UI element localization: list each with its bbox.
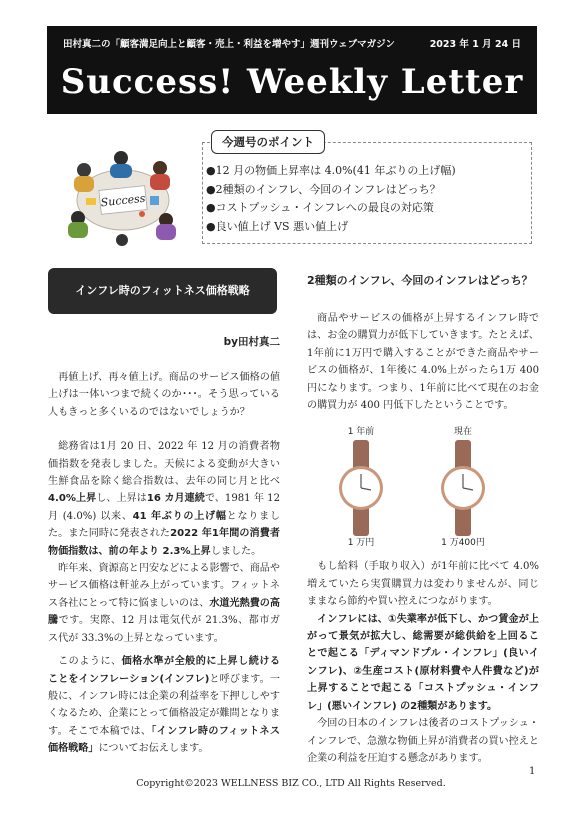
watch-before-label: 1 年前 xyxy=(347,427,375,438)
left-paragraph-3 xyxy=(48,560,280,647)
masthead-top-line xyxy=(63,36,521,52)
right-paragraph-4: 今回の日本のインフレは後者のコストプッシュ・インフレで、急激な物価上昇が消費者の買い控えと企業の利益を圧迫する懸念があります。 xyxy=(307,718,539,764)
article-banner: インフレ時のフィットネス価格戦略 xyxy=(48,268,277,314)
newsletter-title: Success! Weekly Letter xyxy=(60,62,524,102)
right-paragraph-3 xyxy=(307,611,539,715)
left-paragraph-1: 再値上げ、再々値上げ。商品のサービス価格の値上げは一体いつまで続くのか･･･。そう思っている人もきっと多くいるのではないでしょうか？ xyxy=(48,372,280,418)
key-point-3: ●コストプッシュ・インフレへの最良の対応策 xyxy=(206,201,434,215)
copyright-footer: Copyright©2023 WELLNESS BIZ CO., LTD All Rights Reserved. xyxy=(136,778,446,789)
wristwatch-icon xyxy=(329,438,393,538)
text-run: 総務省は1月 20 日、2022 年 12 月の消費者物価指数を発表しました。天候による変動が大きい生鮮食品を除く総合指数は、去年の同じ月と比べ xyxy=(48,441,280,488)
text-run: し、上昇は xyxy=(96,493,147,505)
emphasis-run: 4.0%上昇 xyxy=(48,493,97,505)
emphasis-run: インフレには、①失業率が低下し、かつ賃金が上がって景気が拡大し、総需要が総供給を上回ることで起こる「ディマンドプル・インフレ」(良いインフレ)、②生産コスト(原材料費や人件費など)が上昇することで起こる「コストプッシュ・インフレ」(悪いインフレ) の2種類があります。 xyxy=(307,613,539,712)
page-number: 1 xyxy=(529,766,536,777)
section-title: 2種類のインフレ、今回のインフレはどっち？ xyxy=(307,274,533,287)
watch-comparison-figure xyxy=(307,424,539,548)
text-run: となりました。また同時に発表された xyxy=(48,510,281,540)
text-run: で、1981 年 12 月 (4.0%) 以来、 xyxy=(48,493,281,522)
watch-before xyxy=(329,424,393,548)
emphasis-run: 16 カ月連続 xyxy=(146,493,205,505)
right-paragraph-1: 商品やサービスの価格が上昇するインフレ時では、お金の購買力が低下していきます。たとえば、1年前に1万円で購入することができた商品やサービスの価格が、1年後に 4.0%上がったら1万 400 円になります。つまり、1年前に比べて現在のお金の購買力が 400 円低下したということです。 xyxy=(307,313,539,412)
emphasis-run: 「インフレ時のフィットネス価格戦略」 xyxy=(48,725,280,755)
text-run: と呼びます。一般に、インフレ時には企業の利益率を下押ししやすくなるため、企業にとって価格設定が難問となります。そこで本稿では、 xyxy=(48,673,280,737)
masthead xyxy=(47,26,537,114)
text-run: についてお伝えします。 xyxy=(98,743,209,755)
text-run: しました。 xyxy=(210,545,262,557)
emphasis-run: 価格水準が全般的に上昇し続けることをインフレーション(インフレ) xyxy=(48,656,281,685)
illustration-success-word: Success xyxy=(100,191,146,210)
right-paragraph-2: もし給料（手取り収入）が1年前に比べて 4.0%増えていたら実質購買力は変わりませんが、同じままなら節約や買い控えにつながります。 xyxy=(307,561,539,608)
key-points-title: 今週号のポイント xyxy=(211,130,325,154)
watch-now-label: 現在 xyxy=(453,427,472,438)
text-run: 昨年来、資源高と円安などによる影響で、商品やサービス価格は軒並み上がっています。フィットネス各社にとって特に悩ましいのは、 xyxy=(48,563,280,609)
emphasis-run: 水道光熱費の高騰 xyxy=(48,597,280,627)
team-success-illustration xyxy=(64,148,182,246)
left-column xyxy=(48,268,280,758)
masthead-date: 2023 年 1 月 24 日 xyxy=(429,39,521,50)
wristwatch-icon xyxy=(431,438,495,538)
key-point-1: ●12 月の物価上昇率は 4.0%(41 年ぶりの上げ幅) xyxy=(206,164,456,177)
left-paragraph-4 xyxy=(48,653,280,757)
watch-now-price: 1 万400円 xyxy=(441,538,485,549)
emphasis-run: 41 年ぶりの上げ幅 xyxy=(132,510,227,522)
watch-before-price: 1 万円 xyxy=(347,538,375,549)
right-column xyxy=(307,272,539,767)
text-run: です。実際、12 月は電気代が 21.3%、都市ガス代が 33.3%の上昇となっています。 xyxy=(48,615,280,644)
left-paragraph-2 xyxy=(48,438,280,560)
text-run: このように、 xyxy=(58,656,122,668)
masthead-tagline: 田村真二の「顧客満足向上と顧客・売上・利益を増やす」週刊ウェブマガジン xyxy=(63,39,395,50)
key-point-4: ●良い値上げ VS 悪い値上げ xyxy=(206,219,349,233)
emphasis-run: 2022 年1年間の消費者物価指数は、前の年より 2.3%上昇 xyxy=(48,528,280,557)
byline: by田村真二 xyxy=(223,336,280,348)
key-points-list xyxy=(206,162,528,236)
watch-now xyxy=(431,424,495,548)
key-point-2: ●2種類のインフレ、今回のインフレはどっち？ xyxy=(206,182,441,196)
